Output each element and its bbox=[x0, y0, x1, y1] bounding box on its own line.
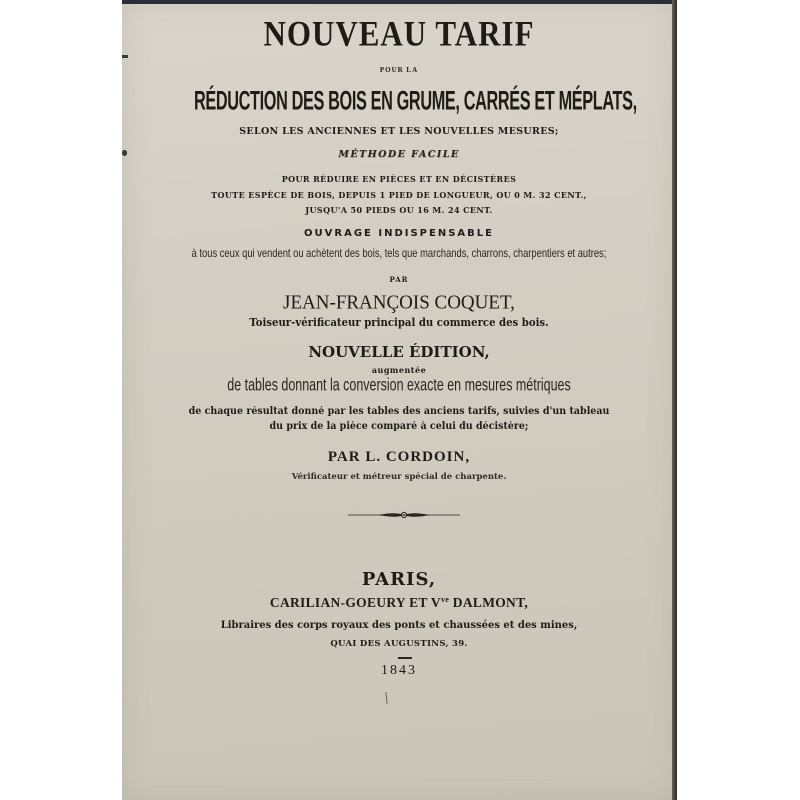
method-line: TOUTE ESPÈCE DE BOIS, DEPUIS 1 PIED DE LONGUEUR, OU 0 M. 32 CENT., bbox=[211, 190, 587, 200]
ornamental-divider-icon bbox=[348, 510, 460, 520]
imprint-city: PARIS, bbox=[361, 569, 437, 590]
page-binding-edge bbox=[672, 0, 677, 800]
ouvrage-heading: OUVRAGE INDISPENSABLE bbox=[304, 228, 494, 239]
publisher-main: CARILIAN-GOEURY ET V bbox=[269, 595, 441, 610]
document-subtitle: RÉDUCTION DES BOIS EN GRUME, CARRÉS ET MÉPLATS, bbox=[194, 85, 637, 116]
pour-la-text: POUR LA bbox=[379, 66, 419, 74]
coauthor-name: PAR L. CORDOIN, bbox=[327, 449, 471, 465]
audience-line: à tous ceux qui vendent ou achètent des bois, tels que marchands, charrons, charpentiers et autres; bbox=[191, 246, 607, 260]
augmentee-text: augmentée bbox=[371, 365, 427, 375]
method-line: POUR RÉDUIRE EN PIÈCES ET EN DÉCISTÈRES bbox=[281, 174, 517, 184]
method-line: JUSQU'A 50 PIEDS OU 16 M. 24 CENT. bbox=[305, 205, 493, 215]
imprint-libraires: Libraires des corps royaux des ponts et chaussées et des mines, bbox=[220, 619, 578, 631]
methode-heading: MÉTHODE FACILE bbox=[338, 149, 460, 160]
page-top-edge bbox=[122, 0, 676, 4]
par-text: PAR bbox=[389, 275, 409, 284]
edition-heading: NOUVELLE ÉDITION, bbox=[308, 343, 490, 361]
page-edge-mark bbox=[122, 55, 128, 58]
coauthor-role: Vérificateur et métreur spécial de charpente. bbox=[291, 472, 507, 482]
tables-line: de tables donnant la conversion exacte en mesures métriques bbox=[227, 376, 571, 395]
imprint-year: 1843 bbox=[381, 663, 417, 678]
book-page bbox=[122, 0, 676, 800]
imprint-publisher bbox=[122, 595, 676, 611]
document-title: NOUVEAU TARIF bbox=[263, 13, 535, 54]
imprint-address: QUAI DES AUGUSTINS, 39. bbox=[330, 639, 468, 649]
author-role: Toiseur-vérificateur principal du commerce des bois. bbox=[249, 316, 549, 329]
edition-detail-line: de chaque résultat donné par les tables des anciens tarifs, suivies d'un tableau bbox=[188, 406, 610, 417]
selon-line: SELON LES ANCIENNES ET LES NOUVELLES MESURES; bbox=[239, 126, 559, 137]
author-name: JEAN-FRANÇOIS COQUET, bbox=[283, 291, 515, 314]
publisher-superscript: ve bbox=[440, 595, 450, 604]
publisher-end: DALMONT, bbox=[449, 595, 529, 610]
rule-divider bbox=[398, 657, 412, 659]
edition-detail-line: du prix de la pièce comparé à celui du décistère; bbox=[269, 421, 529, 432]
